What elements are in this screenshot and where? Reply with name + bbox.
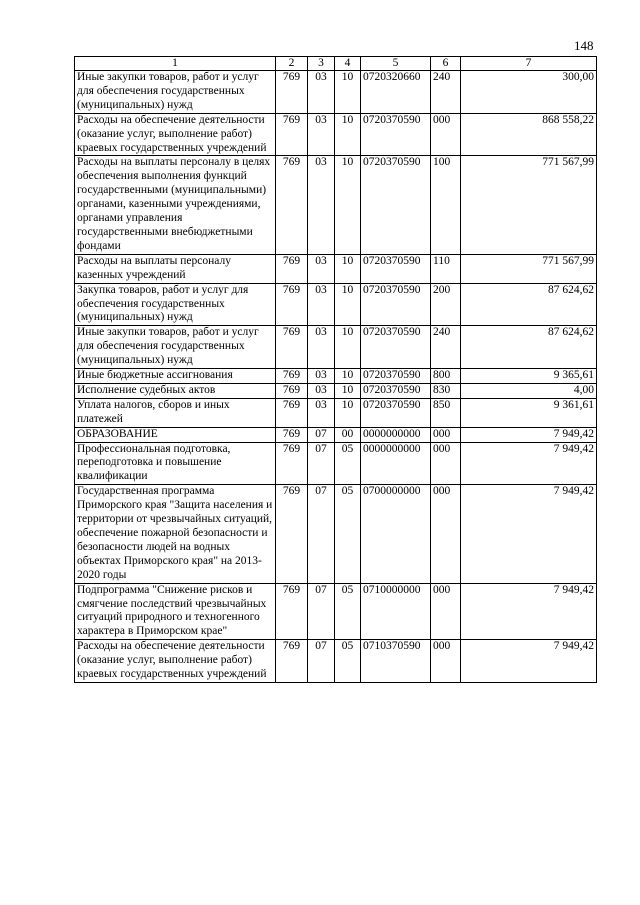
row-section-code: 03	[308, 71, 335, 114]
row-target-article-code: 0720370590	[361, 383, 431, 398]
row-subsection-code: 10	[335, 383, 361, 398]
row-name: Государственная программа Приморского края "Защита населения и территории от чрезвычайных ситуаций, обеспечение пожарной безопасности и безопасности людей на водных объектах Приморского края" на 2013-2020 годы	[75, 485, 276, 583]
row-expense-type-code: 000	[431, 427, 461, 442]
row-ministry-code: 769	[276, 156, 308, 254]
row-amount: 9 365,61	[461, 369, 597, 384]
table-row	[75, 369, 597, 384]
row-ministry-code: 769	[276, 383, 308, 398]
row-ministry-code: 769	[276, 254, 308, 283]
row-expense-type-code: 000	[431, 442, 461, 485]
row-section-code: 03	[308, 283, 335, 326]
row-amount: 7 949,42	[461, 640, 597, 683]
row-amount: 7 949,42	[461, 583, 597, 640]
row-name: Расходы на выплаты персоналу казенных учреждений	[75, 254, 276, 283]
row-amount: 87 624,62	[461, 326, 597, 369]
row-amount: 7 949,42	[461, 485, 597, 583]
row-subsection-code: 10	[335, 398, 361, 427]
row-expense-type-code: 200	[431, 283, 461, 326]
row-ministry-code: 769	[276, 640, 308, 683]
row-expense-type-code: 000	[431, 113, 461, 156]
row-section-code: 03	[308, 383, 335, 398]
row-subsection-code: 05	[335, 583, 361, 640]
row-name: Иные бюджетные ассигнования	[75, 369, 276, 384]
header-col-2: 2	[276, 57, 308, 71]
row-subsection-code: 05	[335, 442, 361, 485]
row-section-code: 07	[308, 442, 335, 485]
row-target-article-code: 0710370590	[361, 640, 431, 683]
row-expense-type-code: 100	[431, 156, 461, 254]
row-name: Исполнение судебных актов	[75, 383, 276, 398]
row-name: Расходы на обеспечение деятельности (оказание услуг, выполнение работ) краевых государственных учреждений	[75, 113, 276, 156]
header-col-6: 6	[431, 57, 461, 71]
table-row	[75, 583, 597, 640]
row-name: Иные закупки товаров, работ и услуг для обеспечения государственных (муниципальных) нужд	[75, 326, 276, 369]
row-target-article-code: 0000000000	[361, 442, 431, 485]
row-target-article-code: 0720370590	[361, 283, 431, 326]
row-target-article-code: 0720370590	[361, 254, 431, 283]
table-row	[75, 398, 597, 427]
row-subsection-code: 10	[335, 71, 361, 114]
table-row	[75, 485, 597, 583]
row-target-article-code: 0720370590	[361, 369, 431, 384]
header-col-4: 4	[335, 57, 361, 71]
row-section-code: 07	[308, 427, 335, 442]
row-expense-type-code: 800	[431, 369, 461, 384]
row-expense-type-code: 000	[431, 485, 461, 583]
row-expense-type-code: 000	[431, 640, 461, 683]
row-target-article-code: 0000000000	[361, 427, 431, 442]
row-name: Уплата налогов, сборов и иных платежей	[75, 398, 276, 427]
row-target-article-code: 0720320660	[361, 71, 431, 114]
column-number-header-row	[75, 57, 597, 71]
budget-table	[74, 56, 597, 683]
row-ministry-code: 769	[276, 283, 308, 326]
table-row	[75, 254, 597, 283]
row-section-code: 03	[308, 398, 335, 427]
row-name: Расходы на выплаты персоналу в целях обеспечения выполнения функций государственными (муниципальными) органами, казенными учреждениями, органами управления государственными внебюджетными фондами	[75, 156, 276, 254]
row-target-article-code: 0710000000	[361, 583, 431, 640]
row-amount: 7 949,42	[461, 427, 597, 442]
row-section-code: 07	[308, 583, 335, 640]
row-subsection-code: 10	[335, 254, 361, 283]
row-name: Профессиональная подготовка, переподготовка и повышение квалификации	[75, 442, 276, 485]
page-number: 148	[574, 38, 594, 53]
row-target-article-code: 0720370590	[361, 113, 431, 156]
row-subsection-code: 00	[335, 427, 361, 442]
row-subsection-code: 10	[335, 369, 361, 384]
row-ministry-code: 769	[276, 326, 308, 369]
table-row	[75, 383, 597, 398]
row-target-article-code: 0720370590	[361, 156, 431, 254]
row-section-code: 03	[308, 254, 335, 283]
row-expense-type-code: 240	[431, 326, 461, 369]
row-amount: 771 567,99	[461, 156, 597, 254]
row-expense-type-code: 000	[431, 583, 461, 640]
row-section-code: 07	[308, 485, 335, 583]
row-name: Подпрограмма "Снижение рисков и смягчение последствий чрезвычайных ситуаций природного и техногенного характера в Приморском крае"	[75, 583, 276, 640]
row-section-code: 07	[308, 640, 335, 683]
row-amount: 4,00	[461, 383, 597, 398]
row-name: Закупка товаров, работ и услуг для обеспечения государственных (муниципальных) нужд	[75, 283, 276, 326]
table-row	[75, 427, 597, 442]
row-subsection-code: 10	[335, 156, 361, 254]
row-section-code: 03	[308, 326, 335, 369]
row-expense-type-code: 830	[431, 383, 461, 398]
table-row	[75, 442, 597, 485]
header-col-7: 7	[461, 57, 597, 71]
row-ministry-code: 769	[276, 583, 308, 640]
table-row	[75, 71, 597, 114]
row-expense-type-code: 110	[431, 254, 461, 283]
row-expense-type-code: 240	[431, 71, 461, 114]
row-section-code: 03	[308, 369, 335, 384]
row-section-code: 03	[308, 113, 335, 156]
row-subsection-code: 10	[335, 113, 361, 156]
row-amount: 9 361,61	[461, 398, 597, 427]
row-subsection-code: 05	[335, 485, 361, 583]
header-col-1: 1	[75, 57, 276, 71]
row-amount: 771 567,99	[461, 254, 597, 283]
row-name: ОБРАЗОВАНИЕ	[75, 427, 276, 442]
row-ministry-code: 769	[276, 113, 308, 156]
row-ministry-code: 769	[276, 71, 308, 114]
row-ministry-code: 769	[276, 369, 308, 384]
row-ministry-code: 769	[276, 398, 308, 427]
table-row	[75, 156, 597, 254]
row-subsection-code: 10	[335, 283, 361, 326]
row-section-code: 03	[308, 156, 335, 254]
row-amount: 7 949,42	[461, 442, 597, 485]
row-target-article-code: 0720370590	[361, 326, 431, 369]
row-amount: 868 558,22	[461, 113, 597, 156]
row-expense-type-code: 850	[431, 398, 461, 427]
row-name: Иные закупки товаров, работ и услуг для обеспечения государственных (муниципальных) нужд	[75, 71, 276, 114]
header-col-5: 5	[361, 57, 431, 71]
table-row	[75, 283, 597, 326]
row-ministry-code: 769	[276, 442, 308, 485]
table-body	[75, 71, 597, 683]
row-subsection-code: 10	[335, 326, 361, 369]
row-target-article-code: 0720370590	[361, 398, 431, 427]
table-row	[75, 640, 597, 683]
row-ministry-code: 769	[276, 485, 308, 583]
row-amount: 87 624,62	[461, 283, 597, 326]
row-target-article-code: 0700000000	[361, 485, 431, 583]
row-name: Расходы на обеспечение деятельности (оказание услуг, выполнение работ) краевых государственных учреждений	[75, 640, 276, 683]
row-amount: 300,00	[461, 71, 597, 114]
header-col-3: 3	[308, 57, 335, 71]
table-row	[75, 113, 597, 156]
row-ministry-code: 769	[276, 427, 308, 442]
row-subsection-code: 05	[335, 640, 361, 683]
table-row	[75, 326, 597, 369]
